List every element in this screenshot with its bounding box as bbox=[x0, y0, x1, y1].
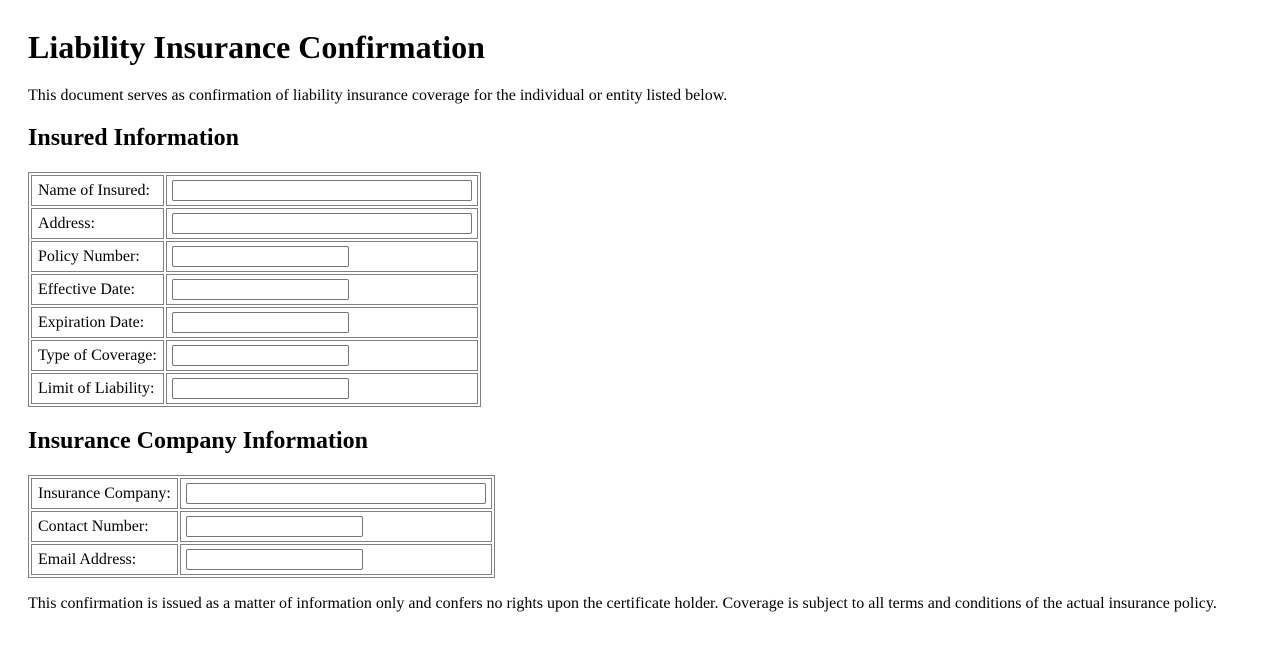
table-row bbox=[31, 208, 478, 239]
name-of-insured-label: Name of Insured: bbox=[31, 175, 164, 206]
expiration-date-label: Expiration Date: bbox=[31, 307, 164, 338]
table-row bbox=[31, 340, 478, 371]
expiration-date-cell bbox=[166, 307, 478, 338]
table-row bbox=[31, 373, 478, 404]
address-cell bbox=[166, 208, 478, 239]
type-of-coverage-label: Type of Coverage: bbox=[31, 340, 164, 371]
type-of-coverage-cell bbox=[166, 340, 478, 371]
insured-info-table bbox=[28, 172, 481, 407]
insurance-company-input[interactable] bbox=[186, 483, 486, 504]
address-input[interactable] bbox=[172, 213, 472, 234]
contact-number-input[interactable] bbox=[186, 516, 363, 537]
limit-of-liability-label: Limit of Liability: bbox=[31, 373, 164, 404]
limit-of-liability-input[interactable] bbox=[172, 378, 349, 399]
address-label: Address: bbox=[31, 208, 164, 239]
insurance-company-cell bbox=[180, 478, 492, 509]
page-title: Liability Insurance Confirmation bbox=[28, 29, 485, 65]
email-address-cell bbox=[180, 544, 492, 575]
policy-number-input[interactable] bbox=[172, 246, 349, 267]
company-info-table bbox=[28, 475, 495, 578]
effective-date-label: Effective Date: bbox=[31, 274, 164, 305]
disclaimer-text: This confirmation is issued as a matter of information only and confers no rights upon the certificate holder. Coverage is subject to all terms and conditions of the actual insurance policy. bbox=[28, 595, 1217, 612]
table-row bbox=[31, 241, 478, 272]
policy-number-cell bbox=[166, 241, 478, 272]
effective-date-input[interactable] bbox=[172, 279, 349, 300]
table-row bbox=[31, 511, 492, 542]
expiration-date-input[interactable] bbox=[172, 312, 349, 333]
insurance-company-label: Insurance Company: bbox=[31, 478, 178, 509]
insured-section-heading: Insured Information bbox=[28, 125, 239, 151]
contact-number-cell bbox=[180, 511, 492, 542]
name-of-insured-cell bbox=[166, 175, 478, 206]
name-of-insured-input[interactable] bbox=[172, 180, 472, 201]
table-row bbox=[31, 478, 492, 509]
email-address-label: Email Address: bbox=[31, 544, 178, 575]
intro-text: This document serves as confirmation of liability insurance coverage for the individual or entity listed below. bbox=[28, 87, 728, 104]
table-row bbox=[31, 307, 478, 338]
company-section-heading: Insurance Company Information bbox=[28, 428, 369, 454]
policy-number-label: Policy Number: bbox=[31, 241, 164, 272]
limit-of-liability-cell bbox=[166, 373, 478, 404]
contact-number-label: Contact Number: bbox=[31, 511, 178, 542]
type-of-coverage-input[interactable] bbox=[172, 345, 349, 366]
table-row bbox=[31, 175, 478, 206]
table-row bbox=[31, 544, 492, 575]
email-address-input[interactable] bbox=[186, 549, 363, 570]
effective-date-cell bbox=[166, 274, 478, 305]
table-row bbox=[31, 274, 478, 305]
